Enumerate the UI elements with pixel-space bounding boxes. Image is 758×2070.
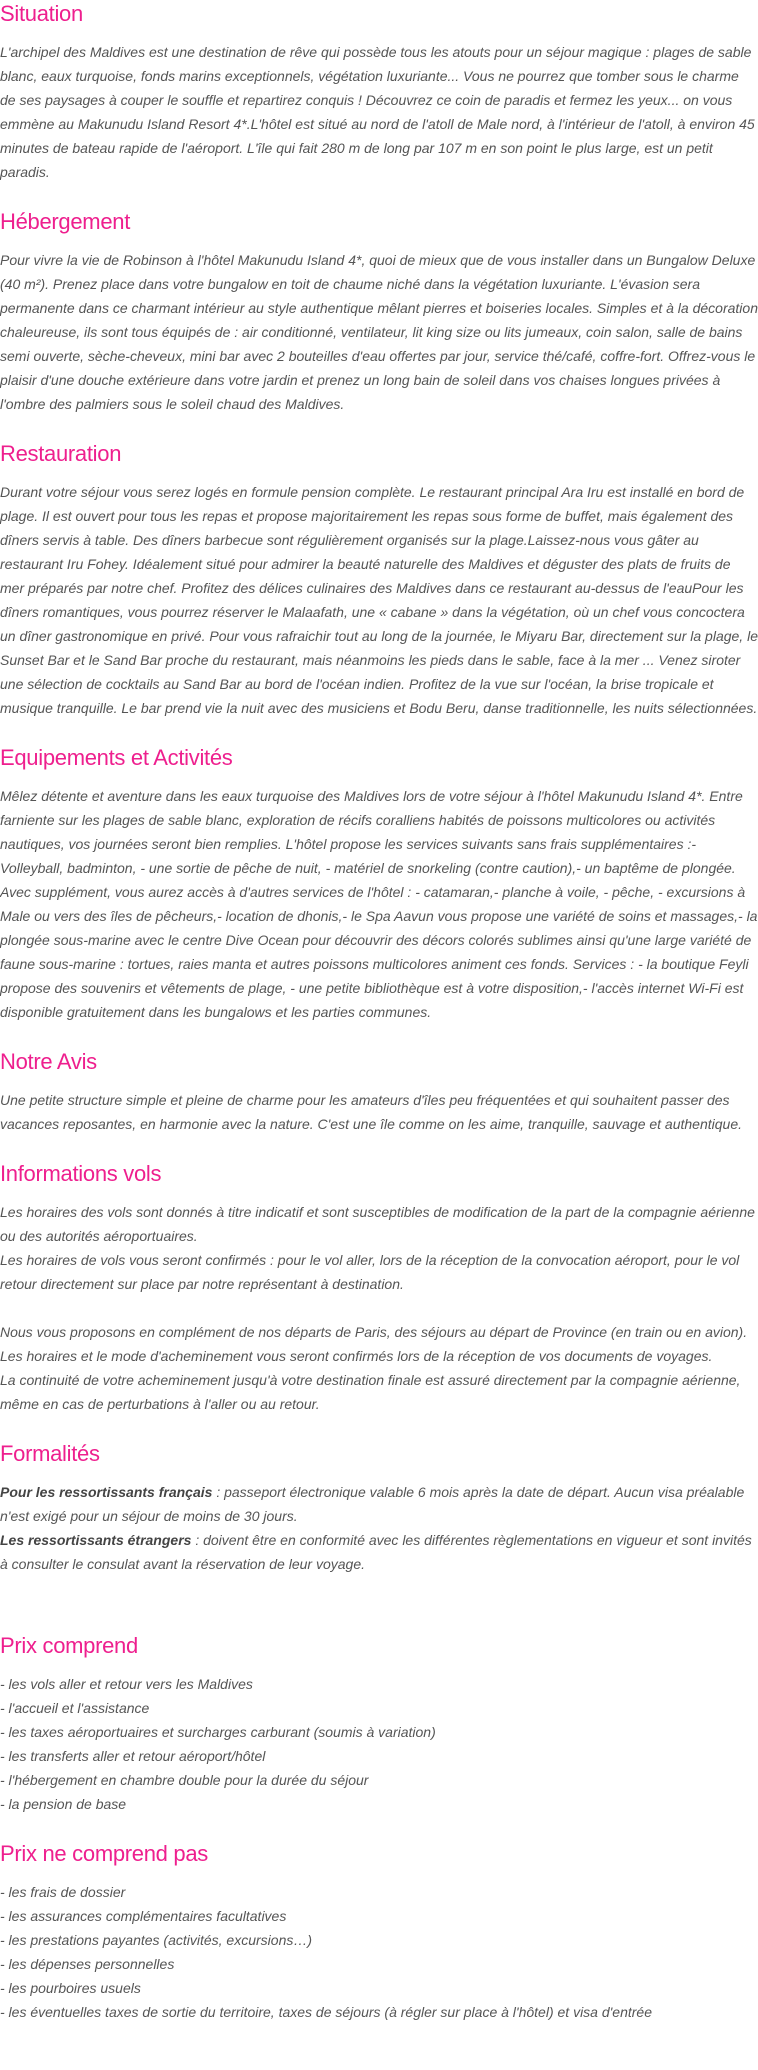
section-informations-vols xyxy=(0,1160,758,1416)
vols-text-5: La continuité de votre acheminement jusqu'à votre destination finale est assuré directement par la compagnie aérienne, même en cas de perturbations à l'aller ou au retour. xyxy=(0,1372,741,1412)
vols-heading: Informations vols xyxy=(0,1161,162,1186)
vols-text-3: Nous vous proposons en complément de nos départs de Paris, des séjours au départ de Province (en train ou en avion). xyxy=(0,1324,748,1340)
formalites-french-label: Pour les ressortissants français xyxy=(0,1484,213,1500)
situation-heading: Situation xyxy=(0,1,83,26)
prix-ne-comprend-list xyxy=(0,1880,758,2024)
list-item: - les prestations payantes (activités, excursions…) xyxy=(0,1932,313,1948)
list-item: - l'accueil et l'assistance xyxy=(0,1700,150,1716)
prix-ne-comprend-heading: Prix ne comprend pas xyxy=(0,1841,208,1866)
prix-comprend-heading: Prix comprend xyxy=(0,1633,138,1658)
list-item: - la pension de base xyxy=(0,1796,127,1812)
vols-text-1: Les horaires des vols sont donnés à titre indicatif et sont susceptibles de modification de la part de la compagnie aérienne ou des autorités aéroportuaires. xyxy=(0,1204,755,1244)
section-restauration xyxy=(0,440,758,720)
vols-text-4: Les horaires et le mode d'acheminement vous seront confirmés lors de la réception de vos documents de voyages. xyxy=(0,1348,713,1364)
list-item: - les frais de dossier xyxy=(0,1884,126,1900)
section-hebergement xyxy=(0,208,758,416)
list-item: - les vols aller et retour vers les Maldives xyxy=(0,1676,253,1692)
list-item: - les taxes aéroportuaires et surcharges carburant (soumis à variation) xyxy=(0,1724,436,1740)
list-item: - les éventuelles taxes de sortie du territoire, taxes de séjours (à régler sur place à l'hôtel) et visa d'entrée xyxy=(0,2004,653,2020)
list-item: - les transferts aller et retour aéroport/hôtel xyxy=(0,1748,266,1764)
section-situation xyxy=(0,0,758,184)
section-prix-ne-comprend-pas xyxy=(0,1840,758,2024)
formalites-french xyxy=(0,1480,758,1528)
avis-heading: Notre Avis xyxy=(0,1049,97,1074)
vols-text-2: Les horaires de vols vous seront confirmés : pour le vol aller, lors de la réception de la convocation aéroport, pour le vol retour directement sur place par notre représentant à destination. xyxy=(0,1252,740,1292)
formalites-foreign-label: Les ressortissants étrangers xyxy=(0,1532,192,1548)
section-prix-comprend xyxy=(0,1632,758,1816)
restauration-text: Durant votre séjour vous serez logés en formule pension complète. Le restaurant principal Ara Iru est installé en bord de plage. Il est ouvert pour tous les repas et propose majoritairement les repas sous forme de buffet, mais également des dîners servis à table. Des dîners barbecue sont régulièrement organisés sur la plage.Laissez-nous vous gâter au restaurant Iru Fohey. Idéalement situé pour admirer la beauté naturelle des Maldives et déguster des plats de fruits de mer préparés par notre chef. Profitez des délices culinaires des Maldives dans ce restaurant au-dessus de l'eauPour les dîners romantiques, vous pourrez réserver le Malaafath, une « cabane » dans la végétation, où un chef vous concoctera un dîner gastronomique en privé. Pour vous rafraichir tout au long de la journée, le Miyaru Bar, directement sur la plage, le Sunset Bar et le Sand Bar proche du restaurant, mais néanmoins les pieds dans le sable, face à la mer ... Venez siroter une sélection de cocktails au Sand Bar au bord de l'océan indien. Profitez de la vue sur l'océan, la brise tropicale et musique tranquille. Le bar prend vie la nuit avec des musiciens et Bodu Beru, danse traditionnelle, les nuits sélectionnées. xyxy=(0,484,758,716)
list-item: - les assurances complémentaires facultatives xyxy=(0,1908,287,1924)
formalites-french-text: : passeport électronique valable 6 mois après la date de départ. Aucun visa préalable n'est exigé pour un séjour de moins de 30 jours. xyxy=(0,1484,745,1524)
section-formalites xyxy=(0,1440,758,1576)
equipements-text: Mêlez détente et aventure dans les eaux turquoise des Maldives lors de votre séjour à l'hôtel Makunudu Island 4*. Entre farniente sur les plages de sable blanc, exploration de récifs coralliens habités de poissons multicolores ou activités nautiques, vos journées seront bien remplies. L'hôtel propose les services suivants sans frais supplémentaires :- Volleyball, badminton, - une sortie de pêche de nuit, - matériel de snorkeling (contre caution),- un baptême de plongée. Avec supplément, vous aurez accès à d'autres services de l'hôtel : - catamaran,- planche à voile, - pêche, - excursions à Male ou vers des îles de pêcheurs,- location de dhonis,- le Spa Aavun vous propose une variété de soins et massages,- la plongée sous-marine avec le centre Dive Ocean pour découvrir des décors colorés sublimes ainsi qu'une large variété de faune sous-marine : tortues, raies manta et autres poissons multicolores animent ces fonds. Services : - la boutique Feyli propose des souvenirs et vêtements de plage, - une petite bibliothèque est à votre disposition,- l'accès internet Wi-Fi est disponible gratuitement dans les bungalows et les parties communes. xyxy=(0,788,758,1020)
avis-text: Une petite structure simple et pleine de charme pour les amateurs d'îles peu fréquentées et qui souhaitent passer des vacances reposantes, en harmonie avec la nature. C'est une île comme on les aime, tranquille, sauvage et authentique. xyxy=(0,1092,742,1132)
prix-comprend-list xyxy=(0,1672,758,1816)
hebergement-heading: Hébergement xyxy=(0,209,130,234)
list-item: - les pourboires usuels xyxy=(0,1980,141,1996)
list-item: - les dépenses personnelles xyxy=(0,1956,175,1972)
hebergement-text: Pour vivre la vie de Robinson à l'hôtel Makunudu Island 4*, quoi de mieux que de vous installer dans un Bungalow Deluxe (40 m²). Prenez place dans votre bungalow en toit de chaume niché dans la végétation luxuriante. L'évasion sera permanente dans ce charmant intérieur au style authentique mêlant pierres et boiseries locales. Simples et à la décoration chaleureuse, ils sont tous équipés de : air conditionné, ventilateur, lit king size ou lits jumeaux, coin salon, salle de bains semi ouverte, sèche-cheveux, mini bar avec 2 bouteilles d'eau offertes par jour, service thé/café, coffre-fort. Offrez-vous le plaisir d'une douche extérieure dans votre jardin et prenez un long bain de soleil dans vos chaises longues privées à l'ombre des palmiers sous le soleil chaud des Maldives. xyxy=(0,252,758,412)
section-avis xyxy=(0,1048,758,1136)
situation-text: L'archipel des Maldives est une destination de rêve qui possède tous les atouts pour un séjour magique : plages de sable blanc, eaux turquoise, fonds marins exceptionnels, végétation luxuriante... Vous ne pourrez que tomber sous le charme de ses paysages à couper le souffle et repartirez conquis ! Découvrez ce coin de paradis et fermez les yeux... on vous emmène au Makunudu Island Resort 4*.L'hôtel est situé au nord de l'atoll de Male nord, à l'intérieur de l'atoll, à environ 45 minutes de bateau rapide de l'aéroport. L'île qui fait 280 m de long par 107 m en son point le plus large, est un petit paradis. xyxy=(0,44,755,180)
formalites-foreign xyxy=(0,1528,758,1576)
formalites-foreign-text: : doivent être en conformité avec les différentes règlementations en vigueur et sont invités à consulter le consulat avant la réservation de leur voyage. xyxy=(0,1532,752,1572)
section-equipements xyxy=(0,744,758,1024)
equipements-heading: Equipements et Activités xyxy=(0,745,233,770)
formalites-heading: Formalités xyxy=(0,1441,100,1466)
restauration-heading: Restauration xyxy=(0,441,122,466)
list-item: - l'hébergement en chambre double pour la durée du séjour xyxy=(0,1772,369,1788)
